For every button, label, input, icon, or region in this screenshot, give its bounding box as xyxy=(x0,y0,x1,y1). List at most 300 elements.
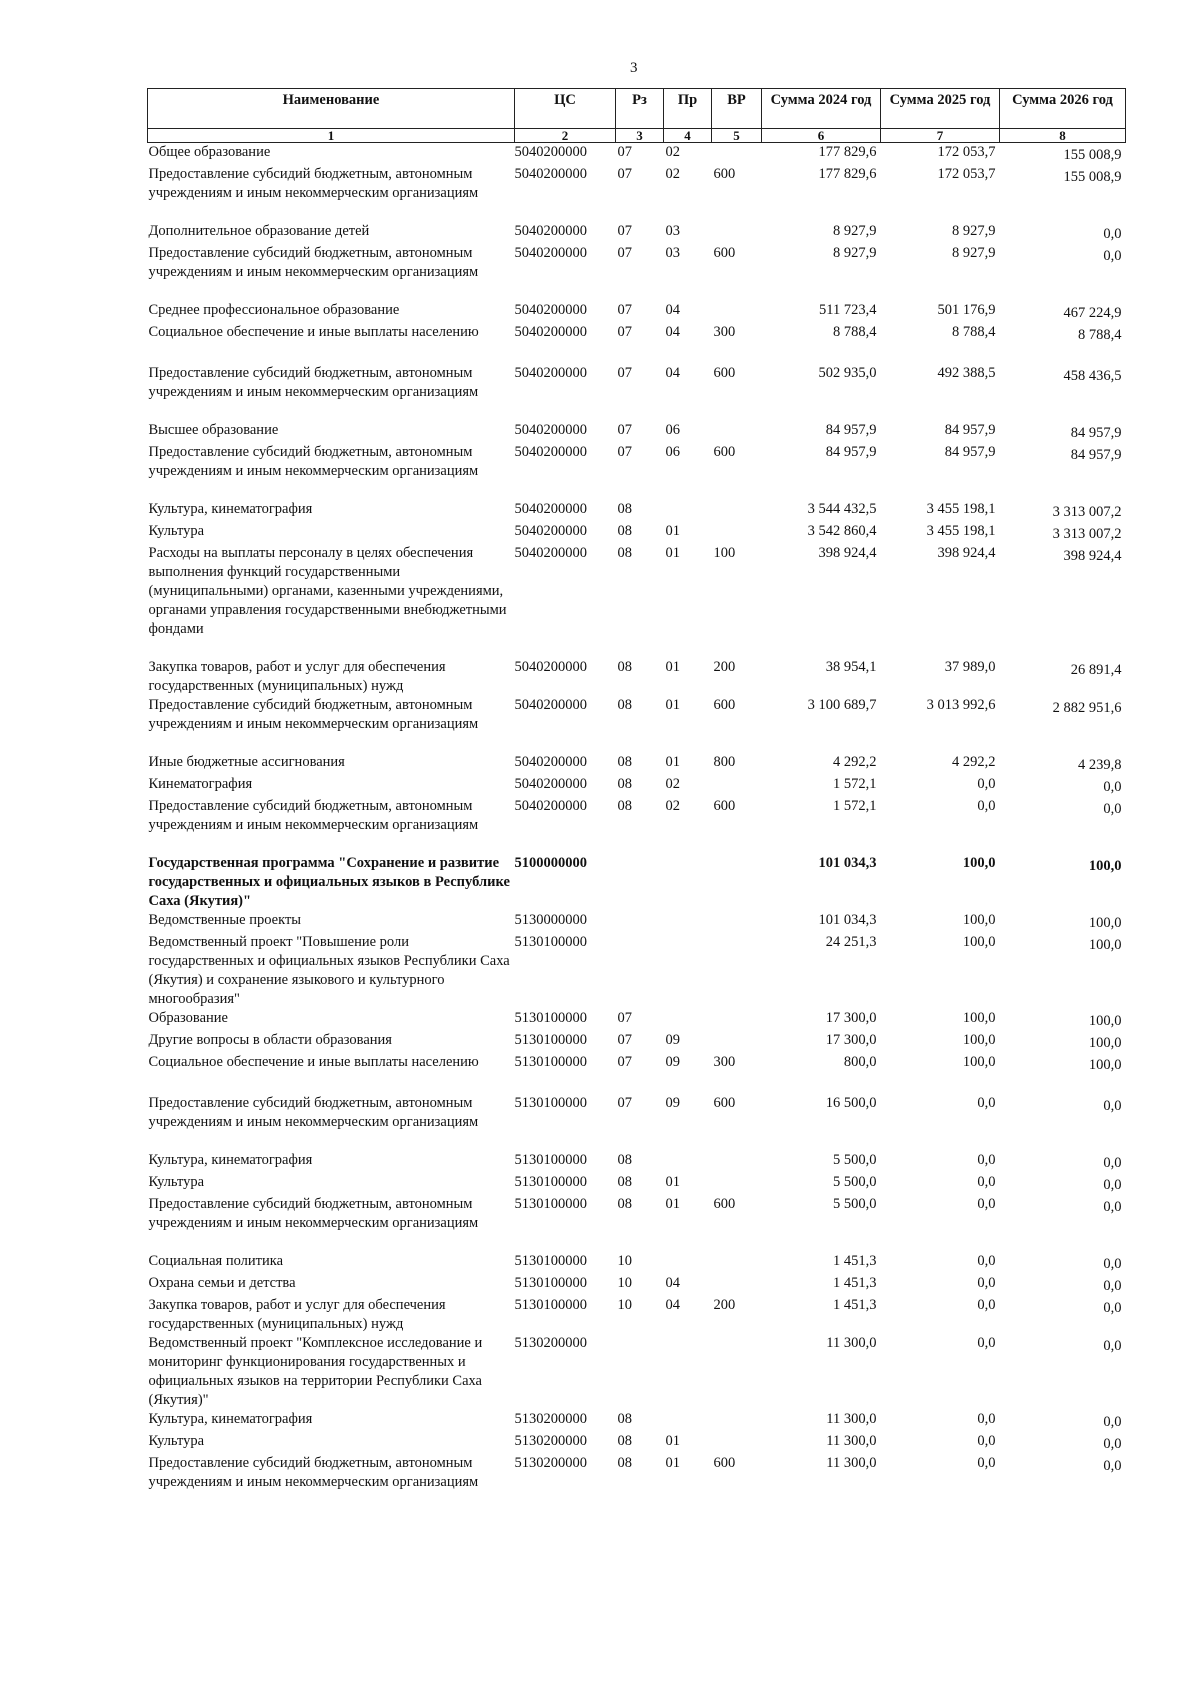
row-rz-cell: 07 xyxy=(617,245,632,261)
row-sum-2025-cell: 8 788,4 xyxy=(952,324,996,340)
table-row xyxy=(148,1195,1126,1252)
row-sum-2025-cell: 0,0 xyxy=(977,798,996,814)
row-vr-cell xyxy=(712,1252,762,1274)
row-rz-cell: 07 xyxy=(617,324,632,340)
row-vr-cell: 600 xyxy=(713,365,736,381)
row-cs-cell: 5040200000 xyxy=(514,144,587,160)
row-vr-cell: 100 xyxy=(713,545,736,561)
row-vr-cell xyxy=(712,500,762,522)
row-rz-cell: 08 xyxy=(617,1411,632,1427)
row-sum-2026-cell: 458 436,5 xyxy=(1063,368,1122,384)
table-row xyxy=(148,1454,1126,1492)
row-sum-2026-cell: 84 957,9 xyxy=(1070,447,1122,463)
table-body xyxy=(148,143,1126,1493)
row-sum-2025-cell: 398 924,4 xyxy=(937,545,996,561)
row-vr-cell xyxy=(712,1274,762,1296)
row-vr-cell xyxy=(712,1031,762,1053)
row-rz-cell xyxy=(616,933,664,1009)
row-pr-cell: 02 xyxy=(665,798,680,814)
budget-table xyxy=(147,88,1126,1492)
row-vr-cell xyxy=(712,222,762,244)
row-sum-2026-cell: 0,0 xyxy=(1103,1458,1122,1474)
row-name-cell: Ведомственный проект "Повышение роли государственных и официальных языков Республики Саха (Якутия) и сохранение языкового и культурного многообразия" xyxy=(148,934,510,1007)
row-sum-2024-cell: 800,0 xyxy=(843,1054,877,1070)
row-rz-cell: 07 xyxy=(617,1032,632,1048)
table-row xyxy=(148,222,1126,244)
row-rz-cell: 08 xyxy=(617,1433,632,1449)
row-pr-cell: 01 xyxy=(665,545,680,561)
row-rz-cell: 07 xyxy=(617,1095,632,1111)
row-sum-2025-cell: 0,0 xyxy=(977,1095,996,1111)
row-sum-2024-cell: 17 300,0 xyxy=(825,1032,877,1048)
row-rz-cell: 08 xyxy=(617,1174,632,1190)
row-name-cell: Предоставление субсидий бюджетным, автономным учреждениям и иным некоммерческим организациям xyxy=(148,444,479,479)
row-sum-2025-cell: 100,0 xyxy=(962,855,996,871)
row-pr-cell xyxy=(664,1009,712,1031)
row-vr-cell: 600 xyxy=(713,798,736,814)
row-sum-2025-cell: 100,0 xyxy=(962,912,996,928)
row-sum-2025-cell: 3 455 198,1 xyxy=(926,523,996,539)
header-vr: ВР xyxy=(712,89,762,129)
column-number: 2 xyxy=(515,129,616,143)
table-row xyxy=(148,1094,1126,1151)
row-sum-2024-cell: 8 788,4 xyxy=(833,324,877,340)
page-number: 3 xyxy=(630,60,638,76)
row-name-cell: Образование xyxy=(148,1010,228,1026)
row-pr-cell: 02 xyxy=(665,776,680,792)
row-sum-2025-cell: 3 455 198,1 xyxy=(926,501,996,517)
row-sum-2024-cell: 511 723,4 xyxy=(819,302,877,318)
table-row xyxy=(148,1252,1126,1274)
table-row xyxy=(148,323,1126,364)
table-row xyxy=(148,364,1126,421)
row-sum-2024-cell: 101 034,3 xyxy=(818,912,877,928)
row-name-cell: Дополнительное образование детей xyxy=(148,223,370,239)
row-cs-cell: 5040200000 xyxy=(514,776,587,792)
row-sum-2025-cell: 84 957,9 xyxy=(944,422,996,438)
row-sum-2026-cell: 4 239,8 xyxy=(1078,757,1122,773)
row-rz-cell: 07 xyxy=(617,365,632,381)
table-row xyxy=(148,301,1126,323)
row-sum-2025-cell: 0,0 xyxy=(977,1455,996,1471)
row-pr-cell: 01 xyxy=(665,697,680,713)
row-name-cell: Предоставление субсидий бюджетным, автономным учреждениям и иным некоммерческим организациям xyxy=(148,1196,479,1231)
row-sum-2025-cell: 100,0 xyxy=(962,1010,996,1026)
row-sum-2024-cell: 1 451,3 xyxy=(833,1275,877,1291)
row-cs-cell: 5040200000 xyxy=(514,245,587,261)
row-sum-2025-cell: 100,0 xyxy=(962,1032,996,1048)
row-cs-cell: 5040200000 xyxy=(514,501,587,517)
row-sum-2026-cell: 100,0 xyxy=(1088,915,1122,931)
row-cs-cell: 5130200000 xyxy=(514,1455,587,1471)
row-sum-2024-cell: 84 957,9 xyxy=(825,422,877,438)
row-pr-cell xyxy=(664,1410,712,1432)
row-sum-2025-cell: 0,0 xyxy=(977,1297,996,1313)
column-number: 8 xyxy=(1000,129,1126,143)
row-vr-cell: 600 xyxy=(713,1455,736,1471)
table-row xyxy=(148,500,1126,522)
row-name-cell: Предоставление субсидий бюджетным, автономным учреждениям и иным некоммерческим организациям xyxy=(148,1455,479,1490)
row-vr-cell: 600 xyxy=(713,166,736,182)
row-name-cell: Высшее образование xyxy=(148,422,279,438)
row-sum-2025-cell: 100,0 xyxy=(962,934,996,950)
row-pr-cell: 06 xyxy=(665,444,680,460)
table-row xyxy=(148,696,1126,753)
row-vr-cell: 600 xyxy=(713,697,736,713)
row-sum-2025-cell: 501 176,9 xyxy=(937,302,996,318)
row-cs-cell: 5040200000 xyxy=(514,365,587,381)
row-sum-2026-cell: 2 882 951,6 xyxy=(1052,700,1122,716)
table-header xyxy=(148,89,1126,143)
row-vr-cell xyxy=(712,1432,762,1454)
header-row xyxy=(148,89,1126,129)
row-cs-cell: 5040200000 xyxy=(514,302,587,318)
row-cs-cell: 5040200000 xyxy=(514,754,587,770)
row-sum-2025-cell: 0,0 xyxy=(977,1174,996,1190)
row-sum-2024-cell: 8 927,9 xyxy=(833,223,877,239)
column-number: 5 xyxy=(712,129,762,143)
row-vr-cell xyxy=(712,854,762,911)
row-cs-cell: 5130200000 xyxy=(514,1411,587,1427)
table-row xyxy=(148,1031,1126,1053)
row-sum-2026-cell: 0,0 xyxy=(1103,248,1122,264)
row-rz-cell: 07 xyxy=(617,422,632,438)
row-sum-2024-cell: 17 300,0 xyxy=(825,1010,877,1026)
row-name-cell: Общее образование xyxy=(148,144,271,160)
table-row xyxy=(148,933,1126,1009)
row-rz-cell: 08 xyxy=(617,1196,632,1212)
row-sum-2026-cell: 0,0 xyxy=(1103,1338,1122,1354)
row-rz-cell: 10 xyxy=(617,1297,632,1313)
row-cs-cell: 5130200000 xyxy=(514,1433,587,1449)
row-cs-cell: 5130100000 xyxy=(514,1196,587,1212)
row-sum-2024-cell: 101 034,3 xyxy=(818,855,877,871)
table-row xyxy=(148,658,1126,696)
row-sum-2026-cell: 84 957,9 xyxy=(1070,425,1122,441)
row-rz-cell: 07 xyxy=(617,1054,632,1070)
row-sum-2024-cell: 1 572,1 xyxy=(833,798,877,814)
row-sum-2025-cell: 0,0 xyxy=(977,1275,996,1291)
row-sum-2024-cell: 177 829,6 xyxy=(818,166,877,182)
row-cs-cell: 5040200000 xyxy=(514,324,587,340)
row-pr-cell: 09 xyxy=(665,1032,680,1048)
row-name-cell: Социальное обеспечение и иные выплаты населению xyxy=(148,1054,479,1070)
row-name-cell: Культура xyxy=(148,523,205,539)
row-vr-cell: 200 xyxy=(713,659,736,675)
row-sum-2024-cell: 1 451,3 xyxy=(833,1253,877,1269)
row-pr-cell xyxy=(664,911,712,933)
row-name-cell: Закупка товаров, работ и услуг для обеспечения государственных (муниципальных) нужд xyxy=(148,659,446,694)
row-pr-cell xyxy=(664,1252,712,1274)
row-rz-cell: 08 xyxy=(617,1455,632,1471)
row-rz-cell xyxy=(616,1334,664,1410)
column-number: 6 xyxy=(762,129,881,143)
row-cs-cell: 5040200000 xyxy=(514,523,587,539)
row-name-cell: Предоставление субсидий бюджетным, автономным учреждениям и иным некоммерческим организациям xyxy=(148,1095,479,1130)
row-sum-2024-cell: 11 300,0 xyxy=(826,1455,877,1471)
row-sum-2026-cell: 3 313 007,2 xyxy=(1052,526,1122,542)
row-rz-cell: 07 xyxy=(617,444,632,460)
row-pr-cell xyxy=(664,933,712,1009)
row-rz-cell: 08 xyxy=(617,1152,632,1168)
row-pr-cell: 01 xyxy=(665,1196,680,1212)
row-pr-cell: 04 xyxy=(665,1275,680,1291)
row-sum-2026-cell: 100,0 xyxy=(1088,1013,1122,1029)
row-sum-2026-cell: 467 224,9 xyxy=(1063,305,1122,321)
row-pr-cell xyxy=(664,500,712,522)
row-name-cell: Расходы на выплаты персоналу в целях обеспечения выполнения функций государственными (муниципальными) органами, казенными учреждениями, органами управления государственными внебюджетными фондами xyxy=(148,545,507,637)
header-name: Наименование xyxy=(148,89,515,129)
row-cs-cell: 5040200000 xyxy=(514,223,587,239)
row-vr-cell xyxy=(712,143,762,166)
row-name-cell: Социальное обеспечение и иные выплаты населению xyxy=(148,324,479,340)
row-cs-cell: 5130100000 xyxy=(514,1054,587,1070)
row-name-cell: Социальная политика xyxy=(148,1253,284,1269)
row-pr-cell: 01 xyxy=(665,659,680,675)
row-sum-2026-cell: 100,0 xyxy=(1088,937,1122,953)
row-sum-2026-cell: 100,0 xyxy=(1088,858,1122,874)
table-row xyxy=(148,1151,1126,1173)
row-name-cell: Культура xyxy=(148,1433,205,1449)
row-vr-cell xyxy=(712,522,762,544)
row-sum-2024-cell: 38 954,1 xyxy=(825,659,877,675)
row-vr-cell xyxy=(712,421,762,443)
table-row xyxy=(148,854,1126,911)
row-sum-2025-cell: 0,0 xyxy=(977,1196,996,1212)
row-pr-cell: 09 xyxy=(665,1095,680,1111)
row-cs-cell: 5130100000 xyxy=(514,934,587,950)
row-sum-2025-cell: 4 292,2 xyxy=(952,754,996,770)
row-vr-cell: 600 xyxy=(713,1196,736,1212)
row-sum-2025-cell: 100,0 xyxy=(962,1054,996,1070)
row-name-cell: Культура, кинематография xyxy=(148,1411,313,1427)
table-row xyxy=(148,1432,1126,1454)
row-sum-2024-cell: 5 500,0 xyxy=(833,1174,877,1190)
row-vr-cell xyxy=(712,775,762,797)
row-sum-2024-cell: 16 500,0 xyxy=(825,1095,877,1111)
row-name-cell: Предоставление субсидий бюджетным, автономным учреждениям и иным некоммерческим организациям xyxy=(148,245,479,280)
row-cs-cell: 5130100000 xyxy=(514,1297,587,1313)
row-cs-cell: 5130100000 xyxy=(514,1095,587,1111)
row-sum-2025-cell: 172 053,7 xyxy=(937,166,996,182)
row-sum-2026-cell: 100,0 xyxy=(1088,1057,1122,1073)
column-number: 1 xyxy=(148,129,515,143)
row-sum-2024-cell: 1 572,1 xyxy=(833,776,877,792)
row-cs-cell: 5130200000 xyxy=(514,1335,587,1351)
row-cs-cell: 5040200000 xyxy=(514,798,587,814)
row-name-cell: Культура, кинематография xyxy=(148,1152,313,1168)
row-name-cell: Предоставление субсидий бюджетным, автономным учреждениям и иным некоммерческим организациям xyxy=(148,166,479,201)
row-sum-2026-cell: 0,0 xyxy=(1103,1177,1122,1193)
table-row xyxy=(148,1334,1126,1410)
row-cs-cell: 5130100000 xyxy=(514,1152,587,1168)
table-row xyxy=(148,1173,1126,1195)
row-cs-cell: 5040200000 xyxy=(514,545,587,561)
row-sum-2024-cell: 5 500,0 xyxy=(833,1152,877,1168)
row-sum-2025-cell: 8 927,9 xyxy=(952,223,996,239)
row-rz-cell: 08 xyxy=(617,545,632,561)
row-name-cell: Культура, кинематография xyxy=(148,501,313,517)
row-vr-cell xyxy=(712,933,762,1009)
row-sum-2024-cell: 84 957,9 xyxy=(825,444,877,460)
row-sum-2026-cell: 0,0 xyxy=(1103,226,1122,242)
table-row xyxy=(148,244,1126,301)
row-rz-cell: 07 xyxy=(617,144,632,160)
row-rz-cell xyxy=(616,854,664,911)
row-name-cell: Ведомственные проекты xyxy=(148,912,302,928)
row-name-cell: Предоставление субсидий бюджетным, автономным учреждениям и иным некоммерческим организациям xyxy=(148,365,479,400)
row-sum-2025-cell: 0,0 xyxy=(977,1253,996,1269)
table-row xyxy=(148,443,1126,500)
row-vr-cell xyxy=(712,1410,762,1432)
row-rz-cell: 07 xyxy=(617,223,632,239)
row-sum-2026-cell: 0,0 xyxy=(1103,1098,1122,1114)
row-sum-2025-cell: 8 927,9 xyxy=(952,245,996,261)
table-row xyxy=(148,797,1126,854)
row-pr-cell xyxy=(664,854,712,911)
header-sum-2024: Сумма 2024 год xyxy=(762,89,881,129)
header-sum-2026: Сумма 2026 год xyxy=(1000,89,1126,129)
row-rz-cell: 10 xyxy=(617,1275,632,1291)
row-vr-cell xyxy=(712,1173,762,1195)
row-rz-cell: 08 xyxy=(617,697,632,713)
table-row xyxy=(148,1009,1126,1031)
row-sum-2024-cell: 3 544 432,5 xyxy=(807,501,877,517)
table-row xyxy=(148,1296,1126,1334)
row-rz-cell: 08 xyxy=(617,754,632,770)
row-sum-2025-cell: 172 053,7 xyxy=(937,144,996,160)
row-pr-cell: 04 xyxy=(665,302,680,318)
row-vr-cell: 300 xyxy=(713,1054,736,1070)
row-cs-cell: 5100000000 xyxy=(514,855,587,871)
header-sum-2025: Сумма 2025 год xyxy=(881,89,1000,129)
row-sum-2024-cell: 502 935,0 xyxy=(818,365,877,381)
row-vr-cell: 600 xyxy=(713,444,736,460)
row-pr-cell: 03 xyxy=(665,223,680,239)
row-rz-cell: 07 xyxy=(617,1010,632,1026)
header-number-row xyxy=(148,129,1126,143)
table-row xyxy=(148,775,1126,797)
row-sum-2025-cell: 0,0 xyxy=(977,776,996,792)
table-row xyxy=(148,165,1126,222)
row-vr-cell: 200 xyxy=(713,1297,736,1313)
row-vr-cell: 600 xyxy=(713,1095,736,1111)
row-sum-2024-cell: 11 300,0 xyxy=(826,1411,877,1427)
row-sum-2026-cell: 0,0 xyxy=(1103,1199,1122,1215)
row-cs-cell: 5040200000 xyxy=(514,659,587,675)
table-row xyxy=(148,1053,1126,1094)
row-rz-cell: 10 xyxy=(617,1253,632,1269)
row-sum-2025-cell: 37 989,0 xyxy=(944,659,996,675)
row-name-cell: Ведомственный проект "Комплексное исследование и мониторинг функционирования государственных и официальных языков на территории Республики Саха (Якутия)" xyxy=(148,1335,483,1408)
table-row xyxy=(148,1274,1126,1296)
row-name-cell: Иные бюджетные ассигнования xyxy=(148,754,345,770)
row-sum-2026-cell: 0,0 xyxy=(1103,801,1122,817)
row-rz-cell xyxy=(616,911,664,933)
row-sum-2026-cell: 100,0 xyxy=(1088,1035,1122,1051)
row-pr-cell: 02 xyxy=(665,166,680,182)
row-sum-2026-cell: 0,0 xyxy=(1103,1278,1122,1294)
budget-table-container xyxy=(147,88,1125,1492)
row-sum-2026-cell: 8 788,4 xyxy=(1078,327,1122,343)
row-vr-cell xyxy=(712,301,762,323)
row-vr-cell xyxy=(712,1151,762,1173)
row-sum-2026-cell: 155 008,9 xyxy=(1063,147,1122,163)
row-pr-cell xyxy=(664,1151,712,1173)
row-pr-cell: 01 xyxy=(665,1174,680,1190)
header-rz: Рз xyxy=(616,89,664,129)
header-pr: Пр xyxy=(664,89,712,129)
row-pr-cell: 01 xyxy=(665,523,680,539)
column-number: 7 xyxy=(881,129,1000,143)
row-sum-2024-cell: 1 451,3 xyxy=(833,1297,877,1313)
row-pr-cell: 04 xyxy=(665,1297,680,1313)
row-name-cell: Предоставление субсидий бюджетным, автономным учреждениям и иным некоммерческим организациям xyxy=(148,697,479,732)
row-pr-cell: 06 xyxy=(665,422,680,438)
row-pr-cell: 01 xyxy=(665,1455,680,1471)
row-pr-cell: 04 xyxy=(665,365,680,381)
row-sum-2025-cell: 0,0 xyxy=(977,1335,996,1351)
row-vr-cell xyxy=(712,911,762,933)
row-sum-2025-cell: 0,0 xyxy=(977,1433,996,1449)
row-sum-2026-cell: 0,0 xyxy=(1103,1256,1122,1272)
row-name-cell: Другие вопросы в области образования xyxy=(148,1032,392,1048)
table-row xyxy=(148,753,1126,775)
row-sum-2026-cell: 155 008,9 xyxy=(1063,169,1122,185)
table-row xyxy=(148,911,1126,933)
row-rz-cell: 08 xyxy=(617,501,632,517)
row-sum-2024-cell: 11 300,0 xyxy=(826,1335,877,1351)
row-name-cell: Закупка товаров, работ и услуг для обеспечения государственных (муниципальных) нужд xyxy=(148,1297,446,1332)
header-cs: ЦС xyxy=(515,89,616,129)
row-cs-cell: 5130100000 xyxy=(514,1010,587,1026)
row-cs-cell: 5130100000 xyxy=(514,1253,587,1269)
row-sum-2025-cell: 84 957,9 xyxy=(944,444,996,460)
row-sum-2026-cell: 0,0 xyxy=(1103,1414,1122,1430)
row-vr-cell: 300 xyxy=(713,324,736,340)
row-pr-cell: 04 xyxy=(665,324,680,340)
row-rz-cell: 08 xyxy=(617,659,632,675)
row-rz-cell: 07 xyxy=(617,302,632,318)
row-rz-cell: 07 xyxy=(617,166,632,182)
row-sum-2024-cell: 5 500,0 xyxy=(833,1196,877,1212)
row-rz-cell: 08 xyxy=(617,776,632,792)
row-pr-cell: 02 xyxy=(665,144,680,160)
row-sum-2026-cell: 0,0 xyxy=(1103,1436,1122,1452)
row-name-cell: Государственная программа "Сохранение и развитие государственных и официальных языков в Республике Саха (Якутия)" xyxy=(148,855,510,909)
row-name-cell: Культура xyxy=(148,1174,205,1190)
row-sum-2024-cell: 177 829,6 xyxy=(818,144,877,160)
row-cs-cell: 5040200000 xyxy=(514,166,587,182)
row-sum-2024-cell: 3 100 689,7 xyxy=(807,697,877,713)
row-sum-2025-cell: 3 013 992,6 xyxy=(926,697,996,713)
row-cs-cell: 5040200000 xyxy=(514,444,587,460)
row-sum-2026-cell: 0,0 xyxy=(1103,1300,1122,1316)
row-pr-cell: 09 xyxy=(665,1054,680,1070)
column-number: 3 xyxy=(616,129,664,143)
row-sum-2024-cell: 11 300,0 xyxy=(826,1433,877,1449)
column-number: 4 xyxy=(664,129,712,143)
row-sum-2026-cell: 3 313 007,2 xyxy=(1052,504,1122,520)
row-sum-2026-cell: 398 924,4 xyxy=(1063,548,1122,564)
row-vr-cell: 800 xyxy=(713,754,736,770)
table-row xyxy=(148,1410,1126,1432)
row-name-cell: Предоставление субсидий бюджетным, автономным учреждениям и иным некоммерческим организациям xyxy=(148,798,479,833)
row-vr-cell xyxy=(712,1009,762,1031)
table-row xyxy=(148,544,1126,658)
row-name-cell: Кинематография xyxy=(148,776,253,792)
row-name-cell: Среднее профессиональное образование xyxy=(148,302,400,318)
